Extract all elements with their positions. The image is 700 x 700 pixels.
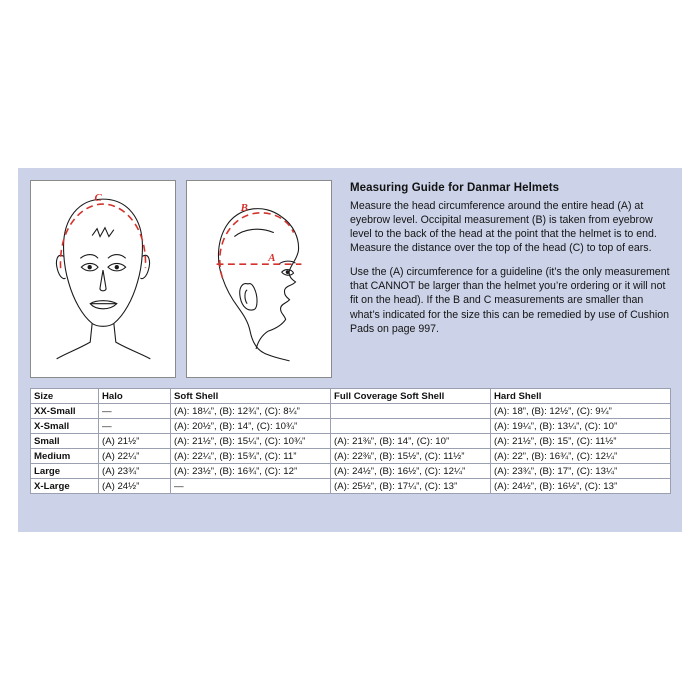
column-header-full-coverage-soft-shell: Full Coverage Soft Shell: [331, 389, 491, 404]
cell-full-coverage: [331, 404, 491, 419]
cell-hard-shell: (A): 18”, (B): 12½”, (C): 9¼”: [491, 404, 671, 419]
front-view-figure: [30, 180, 176, 378]
figure-label-c: C: [94, 192, 102, 205]
cell-size: Small: [31, 434, 99, 449]
cell-size: Medium: [31, 449, 99, 464]
cell-soft-shell: (A): 18¼”, (B): 12¾”, (C): 8¼”: [171, 404, 331, 419]
column-header-hard-shell: Hard Shell: [491, 389, 671, 404]
cell-halo: (A) 23¾”: [99, 464, 171, 479]
cell-full-coverage: [331, 419, 491, 434]
cell-full-coverage: (A): 22⅜”, (B): 15½”, (C): 11½”: [331, 449, 491, 464]
cell-hard-shell: (A): 24½”, (B): 16½”, (C): 13”: [491, 479, 671, 494]
column-header-halo: Halo: [99, 389, 171, 404]
cell-soft-shell: (A): 22¼”, (B): 15¾”, (C): 11”: [171, 449, 331, 464]
cell-soft-shell: (A): 21½”, (B): 15¼”, (C): 10¾”: [171, 434, 331, 449]
cell-full-coverage: (A): 25½”, (B): 17¼”, (C): 13”: [331, 479, 491, 494]
guide-paragraph-2: Use the (A) circumference for a guideline (it’s the only measurement that CANNOT be larger than the helmet you’re ordering or it will not fit on the head). If the B and C measurements are smaller than what’s indicated for the size this can be remedied by use of Cushion Pads on page 997.: [350, 266, 670, 335]
cell-size: X-Small: [31, 419, 99, 434]
measuring-guide-panel: [18, 168, 682, 532]
cell-soft-shell: —: [171, 479, 331, 494]
cell-hard-shell: (A): 22”, (B): 16¾”, (C): 12¼”: [491, 449, 671, 464]
cell-hard-shell: (A): 21½”, (B): 15”, (C): 11½”: [491, 434, 671, 449]
side-view-figure: [186, 180, 332, 378]
cell-size: X-Large: [31, 479, 99, 494]
table-row: [31, 479, 671, 494]
cell-size: Large: [31, 464, 99, 479]
cell-halo: (A) 21½”: [99, 434, 171, 449]
table-row: [31, 449, 671, 464]
guide-text-block: [342, 180, 670, 346]
column-header-soft-shell: Soft Shell: [171, 389, 331, 404]
cell-hard-shell: (A): 19¼”, (B): 13¼”, (C): 10”: [491, 419, 671, 434]
table-row: [31, 419, 671, 434]
table-row: [31, 464, 671, 479]
column-header-size: Size: [31, 389, 99, 404]
panel-content: [30, 180, 670, 494]
table-header-row: [31, 389, 671, 404]
table-row: [31, 434, 671, 449]
front-head-diagram: [31, 181, 175, 377]
size-chart-table: [30, 388, 671, 494]
guide-title: Measuring Guide for Danmar Helmets: [350, 182, 560, 194]
figure-label-a: A: [268, 252, 276, 265]
cell-halo: (A) 22¼”: [99, 449, 171, 464]
cell-halo: —: [99, 404, 171, 419]
cell-full-coverage: (A): 21⅜”, (B): 14”, (C): 10”: [331, 434, 491, 449]
cell-halo: —: [99, 419, 171, 434]
cell-halo: (A) 24½”: [99, 479, 171, 494]
side-head-diagram: [187, 181, 331, 377]
cell-size: XX-Small: [31, 404, 99, 419]
figure-label-b: B: [240, 201, 248, 214]
guide-paragraph-1: Measure the head circumference around the entire head (A) at eyebrow level. Occipital measurement (B) is taken from eyebrow level to the back of the head at the point that the helmet is to end. Measure the distance over the top of the head (C) to top of ears.: [350, 200, 657, 255]
table-row: [31, 404, 671, 419]
cell-soft-shell: (A): 20½”, (B): 14”, (C): 10¾”: [171, 419, 331, 434]
figures-and-guide-row: [30, 180, 670, 378]
cell-soft-shell: (A): 23½”, (B): 16¾”, (C): 12”: [171, 464, 331, 479]
cell-full-coverage: (A): 24½”, (B): 16½”, (C): 12¼”: [331, 464, 491, 479]
cell-hard-shell: (A): 23¾”, (B): 17”, (C): 13¼”: [491, 464, 671, 479]
